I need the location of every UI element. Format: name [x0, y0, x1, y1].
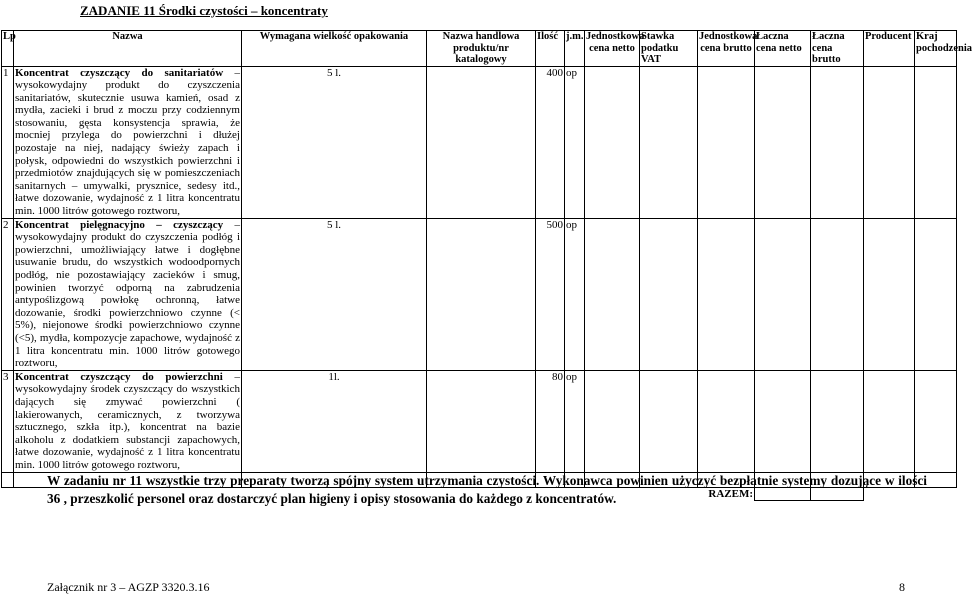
row-cena-brutto[interactable] [698, 218, 755, 370]
row-laczna-brutto[interactable] [811, 66, 864, 218]
header-nazwa-handlowa: Nazwa handlowa produktu/nr katalogowy [427, 31, 536, 67]
row-jm: op [565, 66, 585, 218]
product-name: Koncentrat pielęgnacyjno – czyszczący [15, 218, 224, 231]
row-producent[interactable] [864, 370, 915, 472]
row-producent[interactable] [864, 218, 915, 370]
row-vat[interactable] [640, 370, 698, 472]
row-laczna-brutto[interactable] [811, 370, 864, 472]
row-cena-netto[interactable] [585, 66, 640, 218]
row-producent[interactable] [864, 66, 915, 218]
row-cena-brutto[interactable] [698, 370, 755, 472]
header-cena-netto: Jednostkowa cena netto [585, 31, 640, 67]
row-laczna-netto[interactable] [755, 370, 811, 472]
row-description [14, 370, 242, 472]
row-nazwa-handlowa[interactable] [427, 218, 536, 370]
task-note: W zadaniu nr 11 wszystkie trzy preparaty tworzą spójny system utrzymania czystości. Wykonawca powinien użyczyć bezpłatnie systemy dozujące w ilości 36 , przeszkolić personel oraz dostarczyć plan higieny i opisy stosowania do każdego z koncentratów. [47, 473, 927, 506]
row-nazwa-handlowa[interactable] [427, 66, 536, 218]
table-row [2, 66, 957, 218]
header-ilosc: Ilość [536, 31, 565, 67]
product-name: Koncentrat czyszczący do powierzchni [15, 370, 223, 383]
table-header-row [2, 31, 957, 67]
row-cena-netto[interactable] [585, 218, 640, 370]
row-ilosc: 500 [536, 218, 565, 370]
document-title: ZADANIE 11 Środki czystości – koncentraty [80, 3, 328, 18]
table-row [2, 370, 957, 472]
product-description: – wysokowydajny produkt do czyszczenia podłóg i powierzchni, umożliwiający łatwe i dogłębne usuwanie brudu, do wszystkich wodoodpornych podłóg, nie pozostawiający zacieków i smug, powinien tworzyć odporną na zabrudzenia antypoślizgową powłokę ochronną, łatwe dozowanie, środki powierzchniowo czynne (< 5%), niejonowe środki powierzchniowo czynne (<5), mydła, kompozycje zapachowe, wydajność z 1 litra koncentratu min. 1000 litrów gotowego roztworu, [15, 218, 240, 370]
row-description [14, 218, 242, 370]
row-description [14, 66, 242, 218]
row-lp: 3 [2, 370, 14, 472]
row-laczna-brutto[interactable] [811, 218, 864, 370]
row-lp: 1 [2, 66, 14, 218]
row-jm: op [565, 218, 585, 370]
header-laczna-brutto: Łaczna cena brutto [811, 31, 864, 67]
header-nazwa: Nazwa [14, 31, 242, 67]
empty-cell [2, 472, 14, 487]
row-kraj[interactable] [915, 370, 957, 472]
header-lp: Lp [2, 31, 14, 67]
products-table [1, 30, 972, 501]
header-cena-brutto: Jednostkowa cena brutto [698, 31, 755, 67]
row-jm: op [565, 370, 585, 472]
product-description: – wysokowydajny środek czyszczący do wszystkich dających się zmywać powierzchni ( lakierowanych, ceramicznych, z tworzywa sztucznego, szkła itp.), koncentrat na bazie alkoholu z dodatkiem substancji zapachowych, łatwe dozowanie, wydajność z 1 litra koncentratu min. 1000 litrów gotowego roztworu, [15, 370, 240, 471]
row-opakowanie: 5 l. [242, 66, 427, 218]
header-producent: Producent [864, 31, 915, 67]
header-opakowanie: Wymagana wielkość opakowania [242, 31, 427, 67]
row-vat[interactable] [640, 218, 698, 370]
header-laczna-netto: Łaczna cena netto [755, 31, 811, 67]
row-lp: 2 [2, 218, 14, 370]
row-kraj[interactable] [915, 218, 957, 370]
row-vat[interactable] [640, 66, 698, 218]
row-opakowanie: 1l. [242, 370, 427, 472]
row-cena-netto[interactable] [585, 370, 640, 472]
header-jm: j.m. [565, 31, 585, 67]
page-number: 8 [899, 580, 905, 594]
product-name: Koncentrat czyszczący do sanitariatów [15, 66, 224, 79]
row-ilosc: 400 [536, 66, 565, 218]
total-label: RAZEM: [2, 487, 755, 500]
row-opakowanie: 5 l. [242, 218, 427, 370]
header-vat: Stawka podatku VAT [640, 31, 698, 67]
row-laczna-netto[interactable] [755, 66, 811, 218]
header-kraj: Kraj pochodzenia [915, 31, 957, 67]
footer-attachment: Załącznik nr 3 – AGZP 3320.3.16 [47, 580, 210, 594]
row-cena-brutto[interactable] [698, 66, 755, 218]
product-description: – wysokowydajny produkt do czyszczenia sanitariatów, skutecznie usuwa kamień, osad z mydła, zacieki i brud z moczu przy codziennym stosowaniu, gęsta konsystencja sprawia, że mocniej przylega do powierzchni i dłużej pozostaje na niej, nadający świeży zapach i połysk, odpowiedni do wszystkich powierzchni i przedmiotów znajdujących się w pomieszczeniach sanitarnych – umywalki, prysznice, sedesy itd., łatwe dozowanie, wydajność z 1 litra koncentratu min. 1000 litrów gotowego roztworu, [15, 66, 240, 218]
row-laczna-netto[interactable] [755, 218, 811, 370]
row-kraj[interactable] [915, 66, 957, 218]
row-nazwa-handlowa[interactable] [427, 370, 536, 472]
table-row [2, 218, 957, 370]
row-ilosc: 80 [536, 370, 565, 472]
